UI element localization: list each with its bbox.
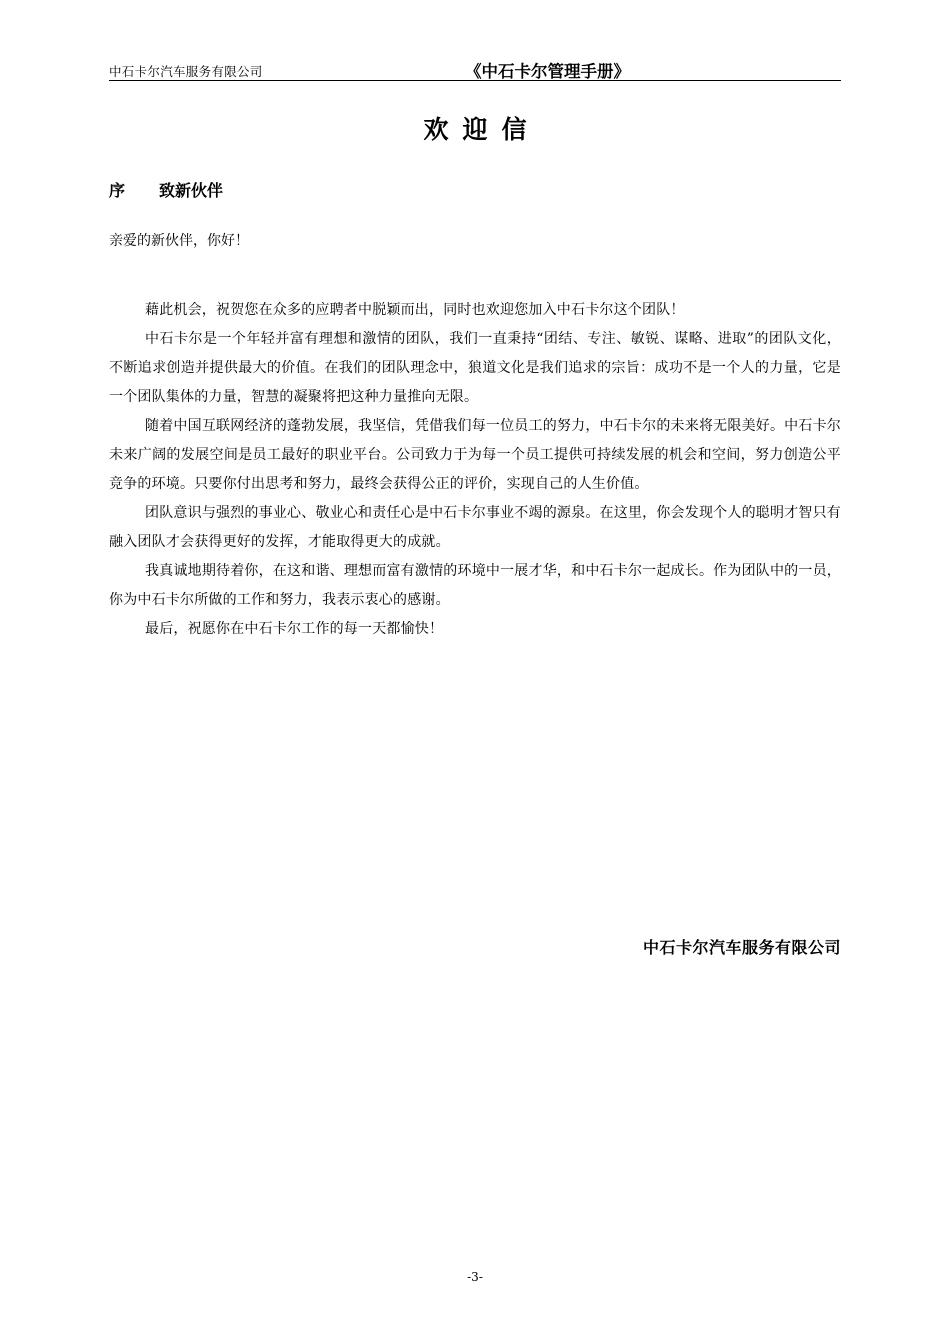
paragraph: 随着中国互联网经济的蓬勃发展，我坚信，凭借我们每一位员工的努力，中石卡尔的未来将无限美好。中石卡尔未来广阔的发展空间是员工最好的职业平台。公司致力于为每一个员工提供可持续发展的机会和空间，努力创造公平竞争的环境。只要你付出思考和努力，最终会获得公正的评价，实现自己的人生价值。	[109, 418, 841, 492]
header-manual-title: 《中石卡尔管理手册》	[465, 62, 630, 81]
letter-body	[109, 296, 841, 644]
paragraph: 中石卡尔是一个年轻并富有理想和激情的团队，我们一直秉持“团结、专注、敏锐、谋略、进取”的团队文化，不断追求创造并提供最大的价值。在我们的团队理念中，狼道文化是我们追求的宗旨：成功不是一个人的力量，它是一个团队集体的力量，智慧的凝聚将把这种力量推向无限。	[109, 331, 841, 405]
paragraph: 我真诚地期待着你，在这和谐、理想而富有激情的环境中一展才华，和中石卡尔一起成长。作为团队中的一员，你为中石卡尔所做的工作和努力，我表示衷心的感谢。	[109, 563, 841, 608]
paragraph: 团队意识与强烈的事业心、敬业心和责任心是中石卡尔事业不竭的源泉。在这里，你会发现个人的聪明才智只有融入团队才会获得更好的发挥，才能取得更大的成就。	[109, 505, 841, 550]
paragraph: 藉此机会，祝贺您在众多的应聘者中脱颖而出，同时也欢迎您加入中石卡尔这个团队！	[145, 302, 685, 318]
page-header	[109, 58, 841, 81]
section-heading	[109, 178, 223, 201]
document-title: 欢迎信	[423, 115, 541, 144]
section-title: 致新伙伴	[159, 181, 224, 200]
section-number: 序	[109, 181, 126, 200]
signature-company: 中石卡尔汽车服务有限公司	[642, 938, 841, 957]
header-company-name: 中石卡尔汽车服务有限公司	[109, 64, 263, 79]
paragraph: 最后，祝愿你在中石卡尔工作的每一天都愉快！	[145, 621, 444, 637]
page-number: -3-	[467, 1270, 483, 1284]
greeting: 亲爱的新伙伴，你好！	[109, 233, 249, 249]
